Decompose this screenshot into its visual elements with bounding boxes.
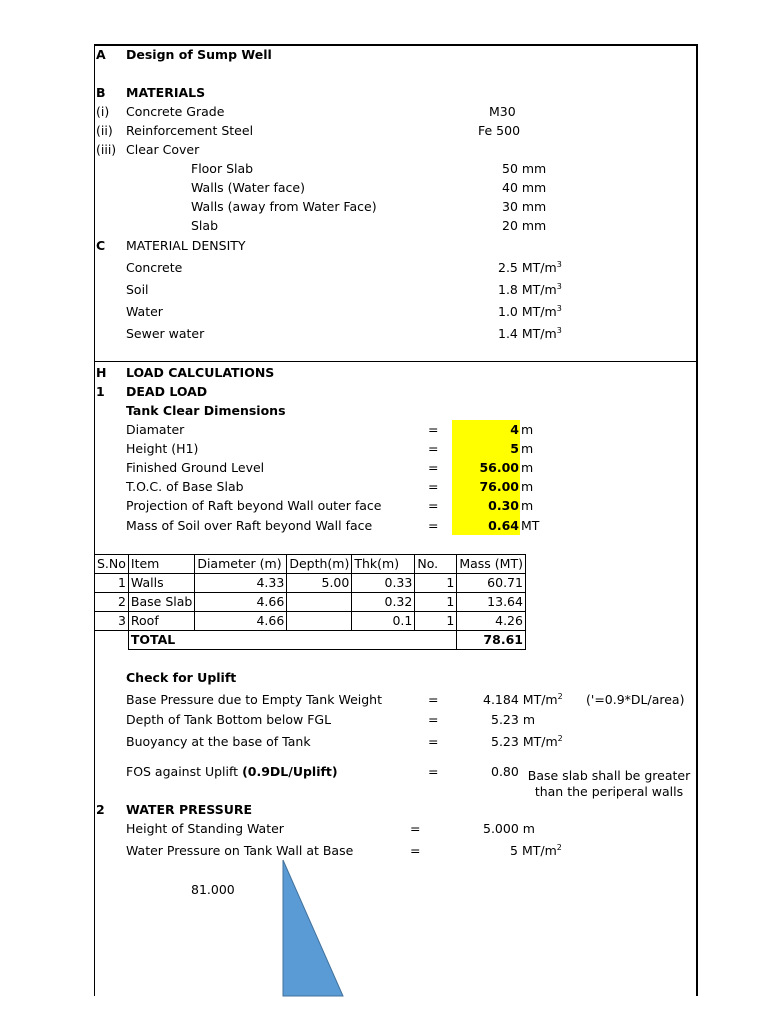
table-cell: 4.66: [195, 593, 287, 612]
cover-label: Walls (away from Water Face): [191, 199, 377, 214]
table-cell: Roof: [128, 612, 194, 631]
water-height-value: 5.000 m: [483, 821, 535, 836]
table-cell: [287, 612, 352, 631]
water-pressure-label: Water Pressure on Tank Wall at Base: [126, 843, 354, 858]
uplift-title: Check for Uplift: [126, 670, 237, 685]
section-divider: [94, 361, 697, 362]
base-pressure-value: 4.184 $MT/m^2$: [483, 692, 563, 707]
material-value: Fe 500: [478, 123, 521, 138]
buoyancy-eq: =: [428, 734, 439, 749]
dead-load-title: DEAD LOAD: [126, 384, 208, 399]
table-cell: 0.33: [352, 574, 415, 593]
section-h-title: LOAD CALCULATIONS: [126, 365, 275, 380]
dim-unit: m: [521, 422, 534, 437]
buoyancy-value: 5.23 $MT/m^2$: [491, 734, 563, 749]
table-row: [95, 574, 526, 593]
dim-unit: m: [521, 441, 534, 456]
depth-value: 5.23 m: [491, 712, 536, 727]
density-value: 1.8 $MT/m^3$: [498, 282, 562, 297]
depth-label: Depth of Tank Bottom below FGL: [126, 712, 332, 727]
dim-value[interactable]: 4: [510, 422, 519, 437]
table-cell: 1: [415, 612, 457, 631]
cover-value: 40 mm: [502, 180, 547, 195]
table-row: [95, 612, 526, 631]
material-label: Clear Cover: [126, 142, 200, 157]
dim-label: Height (H1): [126, 441, 199, 456]
density-value: 1.4 $MT/m^3$: [498, 326, 562, 341]
cover-value: 20 mm: [502, 218, 547, 233]
table-total-value: 78.61: [457, 631, 526, 650]
water-height-label: Height of Standing Water: [126, 821, 284, 836]
table-header-cell: Depth(m): [287, 555, 352, 574]
material-label: Concrete Grade: [126, 104, 225, 119]
dim-label: Finished Ground Level: [126, 460, 265, 475]
dim-eq: =: [428, 460, 439, 475]
material-value: M30: [489, 104, 516, 119]
dim-label: Mass of Soil over Raft beyond Wall face: [126, 518, 373, 533]
material-label: Reinforcement Steel: [126, 123, 254, 138]
depth-eq: =: [428, 712, 439, 727]
dim-label: T.O.C. of Base Slab: [126, 479, 244, 494]
material-num: (ii): [96, 123, 113, 138]
buoyancy-label: Buoyancy at the base of Tank: [126, 734, 311, 749]
table-cell: 13.64: [457, 593, 526, 612]
dead-load-num: 1: [96, 384, 105, 399]
material-num: (i): [96, 104, 110, 119]
frame-top: [94, 44, 697, 46]
fos-eq: =: [428, 764, 439, 779]
table-cell: Base Slab: [128, 593, 194, 612]
dim-unit: m: [521, 460, 534, 475]
diagram-value: 81.000: [191, 882, 235, 897]
tank-dims-title: Tank Clear Dimensions: [126, 403, 286, 418]
dim-label: Diamater: [126, 422, 185, 437]
density-label: Sewer water: [126, 326, 205, 341]
table-cell: [95, 631, 129, 650]
density-label: Soil: [126, 282, 149, 297]
water-height-eq: =: [410, 821, 421, 836]
table-header-row: [95, 555, 526, 574]
material-num: (iii): [96, 142, 117, 157]
dead-load-table: [94, 554, 526, 650]
table-cell: 5.00: [287, 574, 352, 593]
table-total-row: [95, 631, 526, 650]
section-b-title: MATERIALS: [126, 85, 206, 100]
table-cell: Walls: [128, 574, 194, 593]
cover-value: 50 mm: [502, 161, 547, 176]
dim-eq: =: [428, 422, 439, 437]
pressure-triangle: [283, 860, 343, 996]
section-a-title: Design of Sump Well: [126, 47, 272, 62]
frame-left: [94, 44, 95, 996]
cover-value: 30 mm: [502, 199, 547, 214]
base-pressure-eq: =: [428, 692, 439, 707]
table-cell: 0.1: [352, 612, 415, 631]
section-a-letter: A: [96, 47, 106, 62]
fos-note: Base slab shall be greater than the periperal walls: [527, 768, 691, 799]
density-value: 2.5 $MT/m^3$: [498, 260, 562, 275]
water-pressure-eq: =: [410, 843, 421, 858]
dim-unit: m: [521, 498, 534, 513]
table-header-cell: Mass (MT): [457, 555, 526, 574]
base-pressure-note: ('=0.9*DL/area): [586, 692, 685, 707]
pressure-diagram: [280, 858, 350, 1000]
water-pressure-value: 5 $MT/m^2$: [510, 843, 562, 858]
dim-eq: =: [428, 479, 439, 494]
table-cell: 1: [415, 593, 457, 612]
section-b-letter: B: [96, 85, 106, 100]
water-title: WATER PRESSURE: [126, 802, 253, 817]
table-cell: 60.71: [457, 574, 526, 593]
table-cell: 0.32: [352, 593, 415, 612]
cover-label: Floor Slab: [191, 161, 254, 176]
dim-eq: =: [428, 441, 439, 456]
dim-value[interactable]: 5: [510, 441, 519, 456]
table-cell: 1: [415, 574, 457, 593]
dim-eq: =: [428, 518, 439, 533]
table-cell: [287, 593, 352, 612]
section-c-title: MATERIAL DENSITY: [126, 238, 246, 253]
table-cell: 2: [95, 593, 129, 612]
section-c-letter: C: [96, 238, 106, 253]
dim-value[interactable]: 56.00: [479, 460, 519, 475]
table-header-cell: Diameter (m): [195, 555, 287, 574]
table-total-label: TOTAL: [128, 631, 456, 650]
table-cell: 4.66: [195, 612, 287, 631]
frame-right: [696, 44, 698, 996]
dim-unit: MT: [521, 518, 540, 533]
table-cell: 4.33: [195, 574, 287, 593]
dim-label: Projection of Raft beyond Wall outer face: [126, 498, 382, 513]
fos-value: 0.80: [491, 764, 519, 779]
base-pressure-label: Base Pressure due to Empty Tank Weight: [126, 692, 382, 707]
table-row: [95, 593, 526, 612]
table-header-cell: No.: [415, 555, 457, 574]
table-header-cell: Item: [128, 555, 194, 574]
cover-label: Walls (Water face): [191, 180, 305, 195]
density-label: Concrete: [126, 260, 183, 275]
section-h-letter: H: [96, 365, 107, 380]
fos-label: FOS against Uplift (0.9DL/Uplift): [126, 764, 338, 779]
dim-value[interactable]: 0.30: [488, 498, 519, 513]
table-cell: 3: [95, 612, 129, 631]
dim-value[interactable]: 0.64: [488, 518, 519, 533]
cover-label: Slab: [191, 218, 219, 233]
table-cell: 4.26: [457, 612, 526, 631]
table-cell: 1: [95, 574, 129, 593]
water-num: 2: [96, 802, 105, 817]
dim-value[interactable]: 76.00: [479, 479, 519, 494]
density-label: Water: [126, 304, 163, 319]
dim-unit: m: [521, 479, 534, 494]
density-value: 1.0 $MT/m^3$: [498, 304, 562, 319]
table-header-cell: S.No: [95, 555, 129, 574]
dim-eq: =: [428, 498, 439, 513]
table-header-cell: Thk(m): [352, 555, 415, 574]
